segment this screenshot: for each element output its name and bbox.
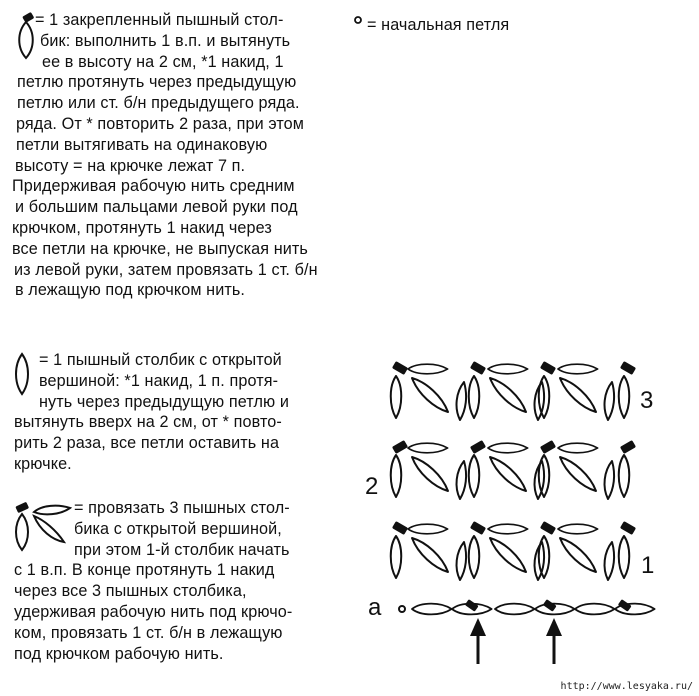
chain-loop	[488, 364, 528, 374]
closed-puff-top	[620, 521, 636, 535]
chain-loop	[408, 443, 448, 453]
chain-loop	[558, 443, 598, 453]
open-puff-petal	[469, 455, 480, 497]
closed-puff-top	[620, 361, 636, 375]
open-puff-leaf	[560, 378, 596, 412]
open-puff-leaf	[605, 461, 615, 499]
closed-puff-top	[392, 521, 408, 535]
crochet-chart	[360, 350, 695, 680]
chain-loop	[488, 524, 528, 534]
start-label: a	[368, 594, 382, 621]
closed-puff-top	[392, 361, 408, 375]
closed-puff-top	[540, 440, 556, 454]
open-puff-leaf	[457, 382, 467, 420]
open-puff-petal	[469, 536, 480, 578]
row-label-1: 1	[641, 552, 655, 579]
open-puff-leaf	[412, 538, 448, 572]
closed-puff-top	[470, 361, 486, 375]
chain-loop	[408, 364, 448, 374]
open-puff-petal	[391, 455, 402, 497]
start-loop	[399, 606, 405, 612]
row-label-2: 2	[365, 473, 379, 500]
chain-loop	[488, 443, 528, 453]
chain-loop	[412, 604, 452, 615]
open-puff-leaf	[605, 542, 615, 580]
open-puff-leaf	[605, 382, 615, 420]
open-puff-leaf	[412, 457, 448, 491]
closed-puff-top	[470, 521, 486, 535]
open-puff-leaf	[490, 538, 526, 572]
open-puff-leaf	[490, 378, 526, 412]
closed-puff-top	[465, 599, 479, 612]
closed-puff-top	[620, 440, 636, 454]
open-puff-leaf	[560, 538, 596, 572]
group-description: = провязать 3 пышных стол- бика с открытой вершиной, при этом 1-й столбик начать с 1 в.п. В конце протянуть 1 накид через все 3 пышных столбика, удерживая рабочую нить под крючо- ком, провязать 1 ст. б/н в лежащую под крючком рабочую нить.	[14, 499, 293, 663]
open-puff-petal	[469, 376, 480, 418]
open-puff-petal	[391, 536, 402, 578]
closed-puff-top	[540, 521, 556, 535]
closed-puff-top	[392, 440, 408, 454]
open-puff-petal	[619, 376, 630, 418]
starting-loop-description: = начальная петля	[367, 16, 510, 34]
closed-puff-top	[470, 440, 486, 454]
closed-puff-description: = 1 закрепленный пышный стол- бик: выполнить 1 в.п. и вытянуть ее в высоту на 2 см, *1 накид, 1 петлю протянуть через предыдущую петлю или ст. б/н предыдущего ряда. ряда. От * повторить 2 раза, при этом петли вытягивать на одинаковую высоту = на крючке лежат 7 п. Придерживая рабочую нить средним и большим пальцами левой руки под крючком, протянуть 1 накид через все петли на крючке, не выпуская нить из левой руки, затем провязать 1 ст. б/н в лежащую под крючком нить.	[12, 11, 318, 300]
open-puff-petal	[619, 536, 630, 578]
closed-puff-top	[540, 361, 556, 375]
open-puff-description: = 1 пышный столбик с открытой вершиной: *1 накид, 1 п. протя- нуть через предыдущую петлю и вытянуть вверх на 2 см, от * повто- рить 2 раза, все петли оставить на крючке.	[14, 351, 289, 473]
open-puff-leaf	[490, 457, 526, 491]
closed-puff-top	[618, 599, 632, 612]
row-label-3: 3	[640, 387, 654, 414]
repeat-arrow-head	[470, 618, 486, 636]
repeat-arrow-head	[546, 618, 562, 636]
open-puff-leaf	[457, 542, 467, 580]
chain-loop	[558, 364, 598, 374]
chain-loop	[558, 524, 598, 534]
watermark: http://www.lesyaka.ru/	[560, 681, 693, 692]
open-puff-leaf	[560, 457, 596, 491]
open-puff-leaf	[457, 461, 467, 499]
open-puff-leaf	[412, 378, 448, 412]
chain-loop	[575, 604, 615, 615]
starting-loop-icon	[353, 15, 363, 25]
chain-loop	[495, 604, 535, 615]
chain-loop	[408, 524, 448, 534]
open-puff-petal	[391, 376, 402, 418]
open-puff-petal	[619, 455, 630, 497]
closed-puff-top	[543, 599, 557, 612]
